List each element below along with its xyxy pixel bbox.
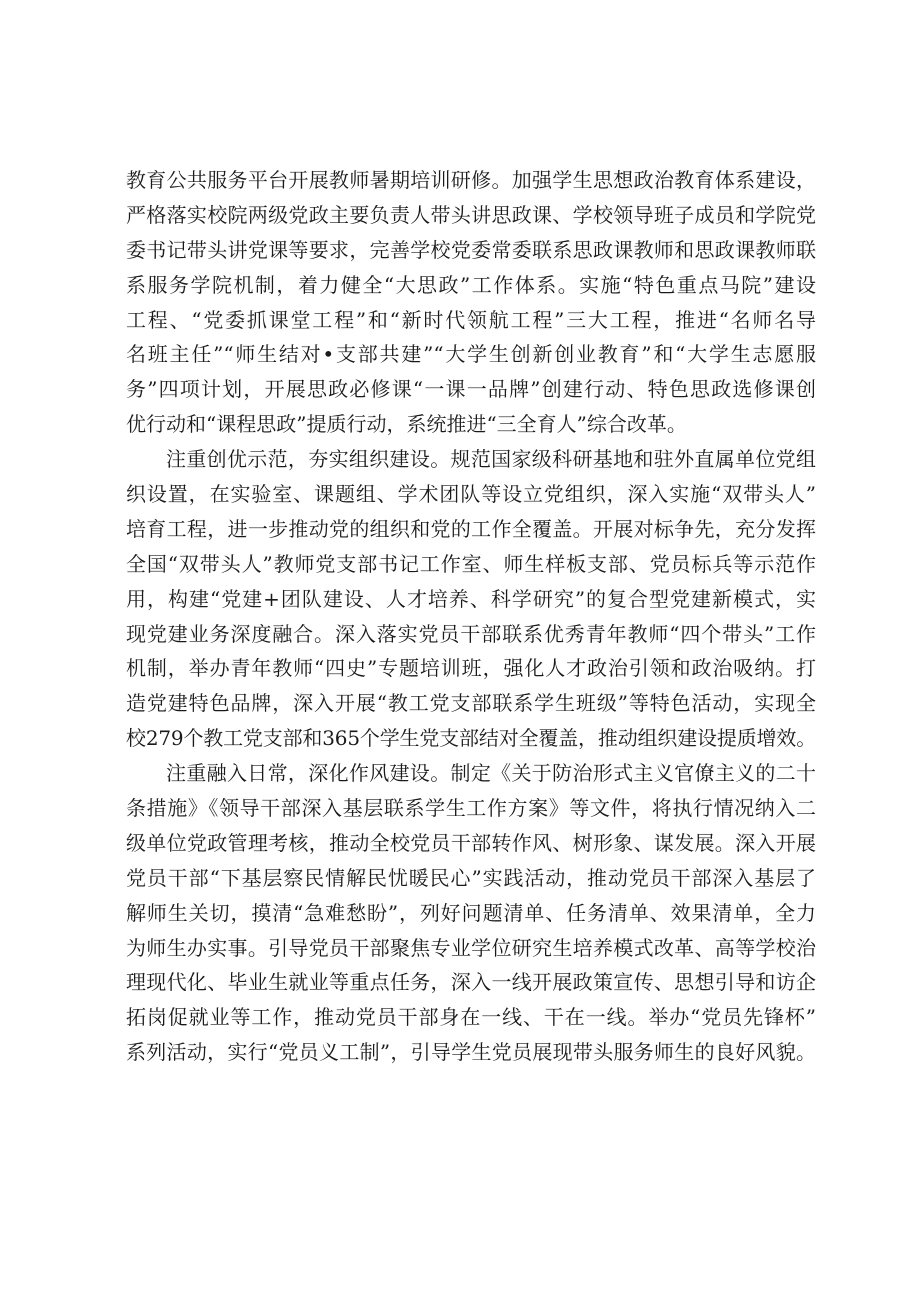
text-line: 教育公共服务平台开展教师暑期培训研修。加强学生思想政治教育体系建设， (126, 168, 816, 192)
paragraph-2 (126, 442, 816, 756)
text-line: 党员干部“下基层察民情解民忧暖民心”实践活动，推动党员干部深入基层了 (126, 865, 816, 890)
text-line: 务”四项计划，开展思政必修课“一课一品牌”创建行动、特色思政选修课创 (126, 377, 816, 402)
text-line: 全国“双带头人”教师党支部书记工作室、师生样板支部、党员标兵等示范作 (126, 551, 816, 576)
document-body (126, 163, 816, 1070)
text-line: 为师生办实事。引导党员干部聚焦专业学位研究生培养模式改革、高等学校治 (126, 935, 816, 960)
text-line: 校279个教工党支部和365个学生党支部结对全覆盖，推动组织建设提质增效。 (126, 726, 816, 751)
text-line: 委书记带头讲党课等要求，完善学校党委常委联系思政课教师和思政课教师联 (126, 237, 816, 262)
text-line: 造党建特色品牌，深入开展“教工党支部联系学生班级”等特色活动，实现全 (126, 691, 816, 716)
text-line: 级单位党政管理考核，推动全校党员干部转作风、树形象、谋发展。深入开展 (126, 830, 816, 855)
text-line: 现党建业务深度融合。深入落实党员干部联系优秀青年教师“四个带头”工作 (126, 621, 816, 646)
text-line: 机制，举办青年教师“四史”专题培训班，强化人才政治引领和政治吸纳。打 (126, 656, 816, 681)
text-line: 培育工程，进一步推动党的组织和党的工作全覆盖。开展对标争先，充分发挥 (126, 516, 816, 541)
text-line: 工程、“党委抓课堂工程”和“新时代领航工程”三大工程，推进“名师名导 (126, 307, 816, 332)
text-line: 注重融入日常，深化作风建设。制定《关于防治形式主义官僚主义的二十 (166, 761, 816, 786)
text-line: 注重创优示范，夯实组织建设。规范国家级科研基地和驻外直属单位党组 (166, 447, 816, 472)
text-line: 优行动和“课程思政”提质行动，系统推进“三全育人”综合改革。 (126, 412, 687, 437)
text-line: 理现代化、毕业生就业等重点任务，深入一线开展政策宣传、思想引导和访企 (126, 970, 816, 995)
text-line: 解师生关切，摸清“急难愁盼”，列好问题清单、任务清单、效果清单，全力 (126, 900, 816, 925)
text-line: 系服务学院机制，着力健全“大思政”工作体系。实施“特色重点马院”建设 (126, 272, 816, 297)
text-line: 严格落实校院两级党政主要负责人带头讲思政课、学校领导班子成员和学院党 (126, 202, 816, 227)
text-line: 条措施》《领导干部深入基层联系学生工作方案》等文件，将执行情况纳入二 (126, 796, 816, 821)
text-line: 名班主任”“师生结对•支部共建”“大学生创新创业教育”和“大学生志愿服 (126, 342, 816, 367)
text-line: 织设置，在实验室、课题组、学术团队等设立党组织，深入实施“双带头人” (126, 482, 816, 507)
text-line: 系列活动，实行“党员义工制”，引导学生党员展现带头服务师生的良好风貌。 (126, 1040, 816, 1065)
text-line: 拓岗促就业等工作，推动党员干部身在一线、干在一线。举办“党员先锋杯” (126, 1005, 816, 1030)
text-line: 用，构建“党建+团队建设、人才培养、科学研究”的复合型党建新模式，实 (126, 586, 816, 611)
paragraph-3 (126, 756, 816, 1070)
paragraph-1 (126, 163, 816, 442)
